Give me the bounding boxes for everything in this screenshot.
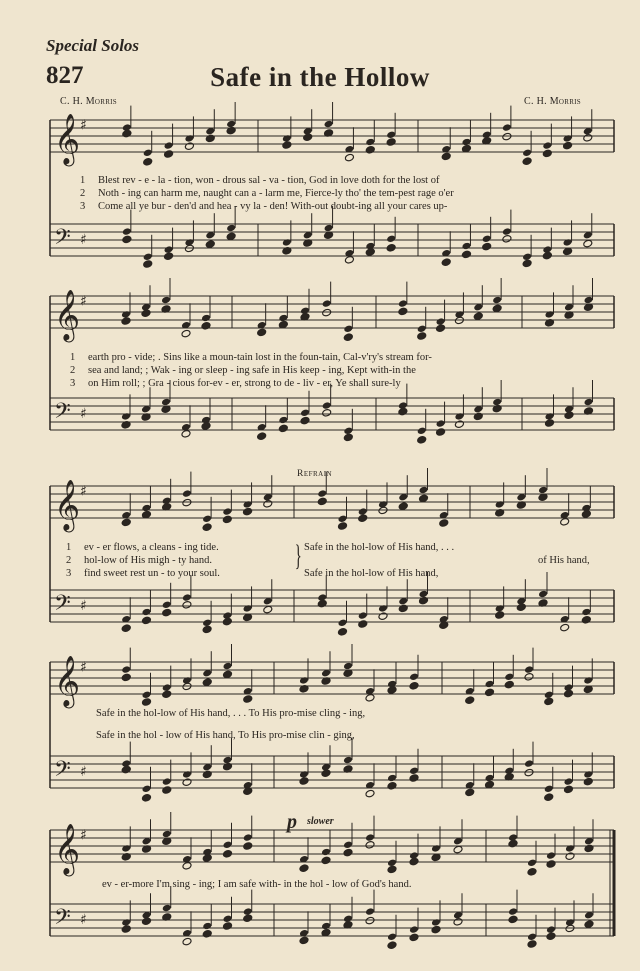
- note-head: [419, 486, 429, 495]
- note-head: [436, 324, 446, 333]
- note-head: [398, 604, 408, 613]
- note-head: [343, 325, 353, 334]
- bass-clef-icon: 𝄢: [54, 591, 71, 621]
- note-head: [205, 240, 215, 249]
- bass-clef-icon: 𝄢: [54, 757, 71, 787]
- note-head: [303, 133, 313, 142]
- note-head: [223, 841, 233, 850]
- note-head: [508, 839, 518, 848]
- note-head: [321, 848, 331, 857]
- note-head: [162, 601, 172, 610]
- note-head: [527, 868, 537, 877]
- note-head: [324, 224, 334, 233]
- refrain-lyric: Safe in the hol-low of His hand,: [304, 568, 439, 579]
- note-head: [560, 518, 570, 527]
- note-head: [122, 227, 132, 236]
- note-head: [121, 673, 131, 682]
- note-head: [202, 930, 212, 939]
- note-head: [226, 232, 236, 241]
- note-head: [563, 141, 573, 150]
- key-sharp-icon: ♯: [80, 483, 87, 500]
- note-head: [317, 489, 327, 498]
- note-head: [182, 937, 192, 946]
- note-head: [485, 680, 495, 689]
- note-head: [398, 407, 408, 416]
- note-head: [504, 673, 514, 682]
- note-head: [300, 416, 310, 425]
- note-head: [121, 665, 131, 674]
- note-head: [387, 686, 397, 695]
- note-head: [226, 224, 236, 233]
- note-head: [322, 308, 332, 317]
- note-head: [387, 865, 397, 874]
- note-head: [338, 522, 348, 531]
- note-head: [441, 152, 451, 161]
- lyric-line: ev - er-more I'm sing - ing; I am safe with- in the hol - low of God's hand.: [102, 879, 412, 890]
- note-head: [324, 120, 334, 129]
- note-head: [184, 134, 194, 143]
- section-heading: Special Solos: [46, 36, 140, 55]
- note-head: [182, 778, 192, 787]
- note-head: [473, 412, 483, 421]
- note-head: [344, 256, 354, 265]
- note-head: [164, 150, 174, 159]
- bass-clef-icon: 𝄢: [54, 905, 71, 935]
- note-head: [581, 510, 591, 519]
- refrain-lyric: of His hand,: [538, 555, 590, 566]
- note-head: [202, 523, 212, 532]
- note-head: [161, 398, 171, 407]
- lyric-line: 3 on Him roll; ; Gra - cious for-ev - er, strong to de - liv - er, Ye shall sure-ly: [70, 378, 401, 389]
- note-head: [454, 420, 464, 429]
- note-head: [431, 844, 441, 853]
- note-head: [182, 489, 192, 498]
- note-head: [527, 940, 537, 949]
- note-head: [122, 129, 132, 138]
- note-head: [386, 138, 396, 147]
- note-head: [223, 850, 233, 859]
- verse-brace: }: [294, 539, 302, 572]
- note-head: [282, 141, 292, 150]
- note-head: [502, 227, 512, 236]
- note-head: [121, 412, 131, 421]
- note-head: [299, 777, 309, 786]
- note-head: [546, 851, 556, 860]
- note-head: [378, 604, 388, 613]
- note-head: [386, 244, 396, 253]
- note-head: [538, 590, 548, 599]
- note-head: [436, 419, 446, 428]
- note-head: [473, 312, 483, 321]
- note-head: [398, 299, 408, 308]
- note-head: [439, 519, 449, 528]
- note-head: [565, 852, 575, 861]
- note-head: [141, 608, 151, 617]
- note-head: [263, 500, 273, 509]
- note-head: [299, 936, 309, 945]
- note-head: [387, 782, 397, 791]
- note-head: [365, 907, 375, 916]
- note-head: [387, 933, 397, 942]
- note-head: [121, 765, 131, 774]
- note-head: [205, 134, 215, 143]
- note-head: [564, 785, 574, 794]
- note-head: [409, 857, 419, 866]
- note-head: [417, 332, 427, 341]
- note-head: [527, 933, 537, 942]
- lyric-line: Safe in the hol - low of His hand, To His pro-mise clin - ging,: [96, 730, 355, 741]
- note-head: [583, 239, 593, 248]
- note-head: [527, 859, 537, 868]
- note-head: [365, 138, 375, 147]
- key-sharp-icon: ♯: [80, 659, 87, 676]
- note-head: [121, 925, 131, 934]
- note-head: [322, 409, 332, 418]
- note-head: [365, 916, 375, 925]
- note-head: [257, 432, 267, 441]
- note-head: [441, 258, 451, 267]
- note-head: [516, 603, 526, 612]
- note-head: [223, 662, 233, 671]
- lyric-line: 1 Blest rev - e - la - tion, won - drous sal - va - tion, God in love doth for the lost of: [80, 175, 440, 186]
- note-head: [343, 848, 353, 857]
- note-head: [524, 759, 534, 768]
- note-head: [343, 433, 353, 442]
- note-head: [121, 317, 131, 326]
- note-head: [465, 696, 475, 705]
- note-head: [560, 623, 570, 632]
- music-credit: C. H. Morris: [524, 96, 582, 107]
- note-head: [299, 676, 309, 685]
- note-head: [482, 242, 492, 251]
- note-head: [358, 620, 368, 629]
- note-head: [162, 904, 172, 913]
- note-head: [584, 920, 594, 929]
- hymn-number: 827: [46, 62, 84, 89]
- note-head: [417, 436, 427, 445]
- note-head: [143, 149, 153, 158]
- key-sharp-icon: ♯: [80, 232, 87, 248]
- treble-clef-icon: 𝄞: [54, 289, 81, 341]
- note-head: [545, 419, 555, 428]
- note-head: [419, 494, 429, 503]
- note-head: [322, 299, 332, 308]
- note-head: [142, 785, 152, 794]
- note-head: [142, 917, 152, 926]
- note-head: [317, 599, 327, 608]
- note-head: [142, 691, 152, 700]
- note-head: [522, 259, 532, 268]
- note-head: [564, 411, 574, 420]
- note-head: [409, 673, 419, 682]
- note-head: [544, 697, 554, 706]
- note-head: [243, 833, 253, 842]
- lyric-line: 3 Come all ye bur - den'd and hea - vy la - den! With-out doubt-ing all your cares up-: [80, 201, 448, 212]
- lyric-line: 1 earth pro - vide; . Sins like a moun-tain lost in the foun-tain, Cal-v'ry's stream for-: [70, 352, 432, 363]
- note-head: [243, 604, 253, 613]
- note-head: [162, 690, 172, 699]
- note-head: [495, 611, 505, 620]
- lyric-line: 3 find sweet rest un - to your soul.: [66, 568, 220, 579]
- note-head: [181, 329, 191, 338]
- note-head: [202, 515, 212, 524]
- note-head: [584, 844, 594, 853]
- note-head: [365, 833, 375, 842]
- note-head: [409, 925, 419, 934]
- note-head: [223, 922, 233, 931]
- note-head: [201, 322, 211, 331]
- note-head: [343, 662, 353, 671]
- note-head: [544, 793, 554, 802]
- key-sharp-icon: ♯: [80, 117, 87, 134]
- note-head: [409, 774, 419, 783]
- note-head: [300, 409, 310, 418]
- note-head: [563, 238, 573, 247]
- note-head: [386, 131, 396, 140]
- bass-clef-icon: 𝄢: [54, 399, 71, 429]
- note-head: [344, 153, 354, 162]
- note-head: [282, 238, 292, 247]
- note-head: [583, 134, 593, 143]
- note-head: [143, 260, 153, 269]
- note-head: [243, 695, 253, 704]
- note-head: [454, 412, 464, 421]
- note-head: [322, 401, 332, 410]
- bass-clef-icon: 𝄢: [54, 225, 71, 255]
- note-head: [365, 789, 375, 798]
- note-head: [524, 665, 534, 674]
- note-head: [164, 252, 174, 261]
- note-head: [409, 682, 419, 691]
- note-head: [201, 314, 211, 323]
- note-head: [546, 932, 556, 941]
- note-head: [338, 628, 348, 637]
- note-head: [321, 769, 331, 778]
- treble-clef-icon: 𝄞: [54, 823, 81, 875]
- lyric-line: 2 hol-low of His migh - ty hand.: [66, 555, 213, 566]
- note-head: [545, 310, 555, 319]
- note-head: [485, 688, 495, 697]
- note-head: [502, 132, 512, 141]
- note-head: [343, 333, 353, 342]
- note-head: [201, 422, 211, 431]
- note-head: [544, 785, 554, 794]
- note-head: [223, 670, 233, 679]
- note-head: [524, 768, 534, 777]
- note-head: [563, 134, 573, 143]
- note-head: [202, 922, 212, 931]
- words-credit: C. H. Morris: [60, 96, 118, 107]
- note-head: [162, 777, 172, 786]
- note-head: [409, 933, 419, 942]
- note-head: [141, 309, 151, 318]
- note-head: [202, 625, 212, 634]
- note-head: [142, 794, 152, 803]
- note-head: [542, 141, 552, 150]
- note-head: [164, 141, 174, 150]
- note-head: [546, 860, 556, 869]
- note-head: [581, 616, 591, 625]
- note-head: [222, 507, 232, 516]
- note-head: [278, 424, 288, 433]
- note-head: [365, 248, 375, 257]
- note-head: [243, 500, 253, 509]
- key-sharp-icon: ♯: [80, 827, 87, 844]
- note-head: [181, 430, 191, 439]
- note-head: [495, 500, 505, 509]
- note-head: [182, 593, 192, 602]
- note-head: [243, 914, 253, 923]
- note-head: [202, 770, 212, 779]
- note-head: [222, 617, 232, 626]
- note-head: [431, 925, 441, 934]
- note-head: [417, 325, 427, 334]
- hymn-title: Safe in the Hollow: [210, 62, 430, 92]
- note-head: [257, 328, 267, 337]
- treble-clef-icon: 𝄞: [54, 479, 81, 531]
- note-head: [436, 428, 446, 437]
- note-head: [522, 149, 532, 158]
- treble-clef-icon: 𝄞: [54, 655, 81, 707]
- note-head: [343, 756, 353, 765]
- note-head: [365, 841, 375, 850]
- note-head: [453, 845, 463, 854]
- note-head: [162, 608, 172, 617]
- note-head: [338, 515, 348, 524]
- note-head: [378, 612, 388, 621]
- note-head: [387, 774, 397, 783]
- note-head: [461, 242, 471, 251]
- note-head: [202, 678, 212, 687]
- note-head: [461, 250, 471, 259]
- refrain-lyric: Safe in the hol-low of His hand, . . .: [304, 542, 455, 553]
- note-head: [141, 616, 151, 625]
- note-head: [492, 296, 502, 305]
- note-head: [122, 235, 132, 244]
- note-head: [343, 841, 353, 850]
- note-head: [542, 149, 552, 158]
- note-head: [542, 251, 552, 260]
- note-head: [431, 918, 441, 927]
- note-head: [387, 941, 397, 950]
- note-head: [465, 788, 475, 797]
- note-head: [398, 307, 408, 316]
- note-head: [182, 770, 192, 779]
- note-head: [121, 518, 131, 527]
- note-head: [222, 515, 232, 524]
- note-head: [538, 486, 548, 495]
- note-head: [202, 854, 212, 863]
- key-sharp-icon: ♯: [80, 406, 87, 422]
- note-head: [243, 507, 253, 516]
- note-head: [386, 235, 396, 244]
- note-head: [583, 676, 593, 685]
- note-head: [398, 502, 408, 511]
- note-head: [263, 605, 273, 614]
- lyric-line: 2 sea and land; ; Wak - ing or sleep - ing safe in His keep - ing, Kept with-in the: [70, 365, 416, 376]
- note-head: [162, 786, 172, 795]
- note-head: [317, 497, 327, 506]
- note-head: [299, 864, 309, 873]
- note-head: [583, 777, 593, 786]
- key-sharp-icon: ♯: [80, 293, 87, 310]
- note-head: [358, 514, 368, 523]
- note-head: [584, 296, 594, 305]
- note-head: [584, 398, 594, 407]
- note-head: [162, 830, 172, 839]
- note-head: [184, 142, 194, 151]
- note-head: [564, 777, 574, 786]
- note-head: [223, 915, 233, 924]
- note-head: [565, 844, 575, 853]
- refrain-label: Refrain: [297, 469, 333, 479]
- key-sharp-icon: ♯: [80, 912, 87, 928]
- note-head: [453, 918, 463, 927]
- note-head: [508, 907, 518, 916]
- note-head: [182, 862, 192, 871]
- key-sharp-icon: ♯: [80, 598, 87, 614]
- lyric-line: Safe in the hol-low of His hand, . . . To His pro-mise cling - ing,: [96, 708, 366, 719]
- note-head: [564, 689, 574, 698]
- treble-clef-icon: 𝄞: [54, 113, 81, 165]
- note-head: [182, 601, 192, 610]
- tempo-marking: slower: [307, 816, 334, 827]
- note-head: [504, 680, 514, 689]
- note-head: [338, 619, 348, 628]
- note-head: [409, 767, 419, 776]
- note-head: [417, 427, 427, 436]
- note-head: [365, 146, 375, 155]
- note-head: [321, 856, 331, 865]
- key-sharp-icon: ♯: [80, 764, 87, 780]
- note-head: [581, 608, 591, 617]
- lyric-line: 2 Noth - ing can harm me, naught can a - larm me, Fierce-ly tho' the tem-pest rage o'er: [80, 188, 454, 199]
- note-head: [583, 770, 593, 779]
- note-head: [121, 624, 131, 633]
- note-head: [365, 694, 375, 703]
- note-head: [182, 498, 192, 507]
- dynamic-marking: p: [287, 811, 297, 833]
- note-head: [358, 611, 368, 620]
- note-head: [143, 158, 153, 167]
- note-head: [492, 304, 502, 313]
- note-head: [143, 253, 153, 262]
- note-head: [161, 296, 171, 305]
- note-head: [508, 915, 518, 924]
- note-head: [121, 844, 131, 853]
- note-head: [142, 698, 152, 707]
- note-head: [243, 842, 253, 851]
- lyric-line: 1 ev - er flows, a cleans - ing tide.: [66, 542, 219, 553]
- note-head: [278, 416, 288, 425]
- note-head: [502, 235, 512, 244]
- note-head: [522, 157, 532, 166]
- note-head: [482, 235, 492, 244]
- note-head: [502, 123, 512, 132]
- note-head: [524, 673, 534, 682]
